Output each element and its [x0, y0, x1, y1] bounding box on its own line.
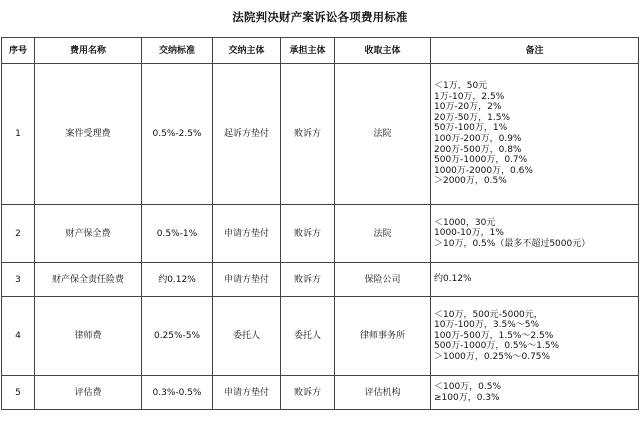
cell-collector: 法院 — [335, 205, 431, 263]
table-row — [2, 376, 639, 410]
table-row — [2, 263, 639, 297]
cell-bearer: 败诉方 — [281, 263, 335, 297]
note-line: 10万-100万，3.5%～5% — [434, 320, 540, 331]
note-line: ＜100万，0.5% — [434, 381, 502, 392]
note-line: ＞2000万，0.5% — [434, 176, 507, 187]
note-line: 10万-20万，2% — [434, 102, 502, 113]
cell-no: 2 — [2, 205, 35, 263]
table-row — [2, 297, 639, 376]
note-line: 1万-10万，2.5% — [434, 91, 505, 102]
cell-notes — [431, 376, 639, 410]
note-line: 100万-500万，1.5%～2.5% — [434, 330, 554, 341]
header-cell-no: 序号 — [2, 38, 35, 64]
note-line: 20万-50万，1.5% — [434, 112, 511, 123]
cell-payer: 申请方垫付 — [213, 263, 281, 297]
cell-name: 案件受理费 — [35, 64, 142, 205]
cell-collector: 评估机构 — [335, 376, 431, 410]
note-line: ＞1000万，0.25%～0.75% — [434, 351, 551, 362]
cell-name: 财产保全费 — [35, 205, 142, 263]
note-line: 1000万-2000万，0.6% — [434, 165, 533, 176]
note-line: ＜10万，500元-5000元， — [434, 309, 543, 320]
cell-collector: 律师事务所 — [335, 297, 431, 376]
fee-table — [1, 37, 639, 410]
header-row — [2, 38, 639, 64]
cell-bearer: 败诉方 — [281, 205, 335, 263]
header-cell-standard: 交纳标准 — [142, 38, 213, 64]
header-cell-payer: 交纳主体 — [213, 38, 281, 64]
note-line: 500万-1000万，0.5%～1.5% — [434, 341, 560, 352]
note-line: 200万-500万，0.8% — [434, 144, 522, 155]
cell-name: 律师费 — [35, 297, 142, 376]
header-cell-name: 费用名称 — [35, 38, 142, 64]
cell-notes — [431, 297, 639, 376]
cell-no: 5 — [2, 376, 35, 410]
cell-no: 4 — [2, 297, 35, 376]
cell-name: 评估费 — [35, 376, 142, 410]
cell-payer: 起诉方垫付 — [213, 64, 281, 205]
cell-standard: 约0.12% — [142, 263, 213, 297]
header-cell-notes: 备注 — [431, 38, 639, 64]
cell-name: 财产保全责任险费 — [35, 263, 142, 297]
cell-notes — [431, 263, 639, 297]
cell-bearer: 败诉方 — [281, 376, 335, 410]
note-line: ＜1000，30元 — [434, 217, 496, 228]
note-line: ＞10万，0.5%（最多不超过5000元） — [434, 238, 591, 249]
note-line: 1000-10万，1% — [434, 228, 504, 239]
table-row — [2, 64, 639, 205]
table-row — [2, 205, 639, 263]
cell-bearer: 败诉方 — [281, 64, 335, 205]
cell-payer: 申请方垫付 — [213, 376, 281, 410]
note-line: 500万-1000万，0.7% — [434, 155, 528, 166]
cell-standard: 0.3%-0.5% — [142, 376, 213, 410]
note-line: 100万-200万，0.9% — [434, 134, 522, 144]
cell-bearer: 委托人 — [281, 297, 335, 376]
header-cell-collector: 收取主体 — [335, 38, 431, 64]
cell-standard: 0.5%-1% — [142, 205, 213, 263]
cell-payer: 委托人 — [213, 297, 281, 376]
note-line: ≥100万，0.3% — [434, 392, 500, 403]
cell-no: 3 — [2, 263, 35, 297]
cell-no: 1 — [2, 64, 35, 205]
note-line: 50万-100万，1% — [434, 123, 508, 134]
cell-payer: 申请方垫付 — [213, 205, 281, 263]
note-line: 约0.12% — [434, 274, 472, 285]
cell-collector: 法院 — [335, 64, 431, 205]
page-title: 法院判决财产案诉讼各项费用标准 — [232, 10, 408, 24]
cell-collector: 保险公司 — [335, 263, 431, 297]
cell-notes — [431, 205, 639, 263]
cell-standard: 0.25%-5% — [142, 297, 213, 376]
cell-standard: 0.5%-2.5% — [142, 64, 213, 205]
cell-notes — [431, 64, 639, 205]
header-cell-bearer: 承担主体 — [281, 38, 335, 64]
note-line: ＜1万，50元 — [434, 81, 488, 92]
